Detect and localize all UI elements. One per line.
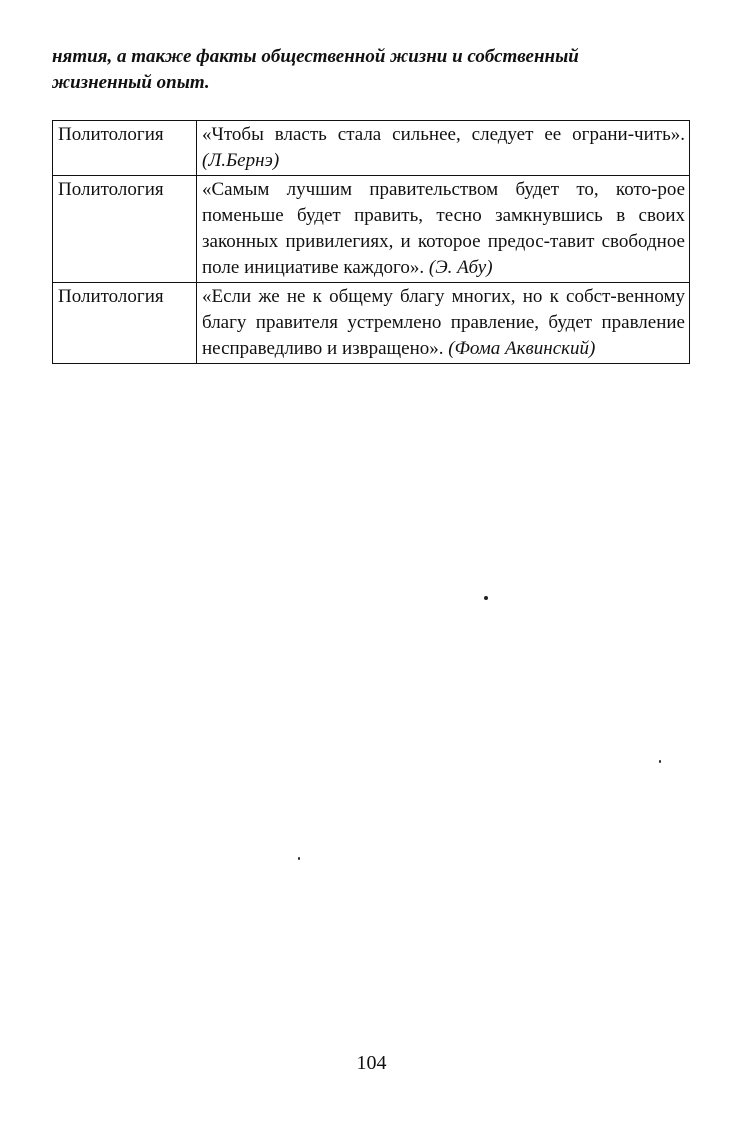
quote-cell [197, 283, 690, 364]
field-cell: Политология [53, 176, 197, 283]
quote-author: (Э. Абу) [428, 257, 493, 278]
quote-author: (Л.Бернэ) [202, 150, 280, 171]
quote-text: «Чтобы власть стала сильнее, следует ее ограни-чить». [202, 124, 685, 145]
quote-author: (Фома Аквинский) [448, 338, 596, 359]
scan-speck [298, 857, 300, 860]
quote-cell [197, 176, 690, 283]
table-row [53, 176, 690, 283]
intro-line-2: жизненный опыт. [52, 72, 210, 93]
field-cell: Политология [53, 283, 197, 364]
scan-speck [659, 760, 661, 763]
intro-line-1: нятия, а также факты общественной жизни и собственный [52, 46, 579, 67]
quote-text: «Если же не к общему благу многих, но к собст-венному благу правителя устремлено правление, будет правление несправедливо и извращено». [202, 286, 685, 359]
field-cell: Политология [53, 121, 197, 176]
scan-speck [484, 596, 488, 600]
quote-cell [197, 121, 690, 176]
table-row [53, 283, 690, 364]
page-number: 104 [356, 1052, 387, 1074]
quote-text: «Самым лучшим правительством будет то, кото-рое поменьше будет править, тесно замкнувшись в своих законных привилегиях, и которое предос-тавит свободное поле инициативе каждого». [202, 179, 685, 278]
quotes-table [52, 120, 690, 364]
intro-paragraph [52, 44, 692, 96]
table-row [53, 121, 690, 176]
